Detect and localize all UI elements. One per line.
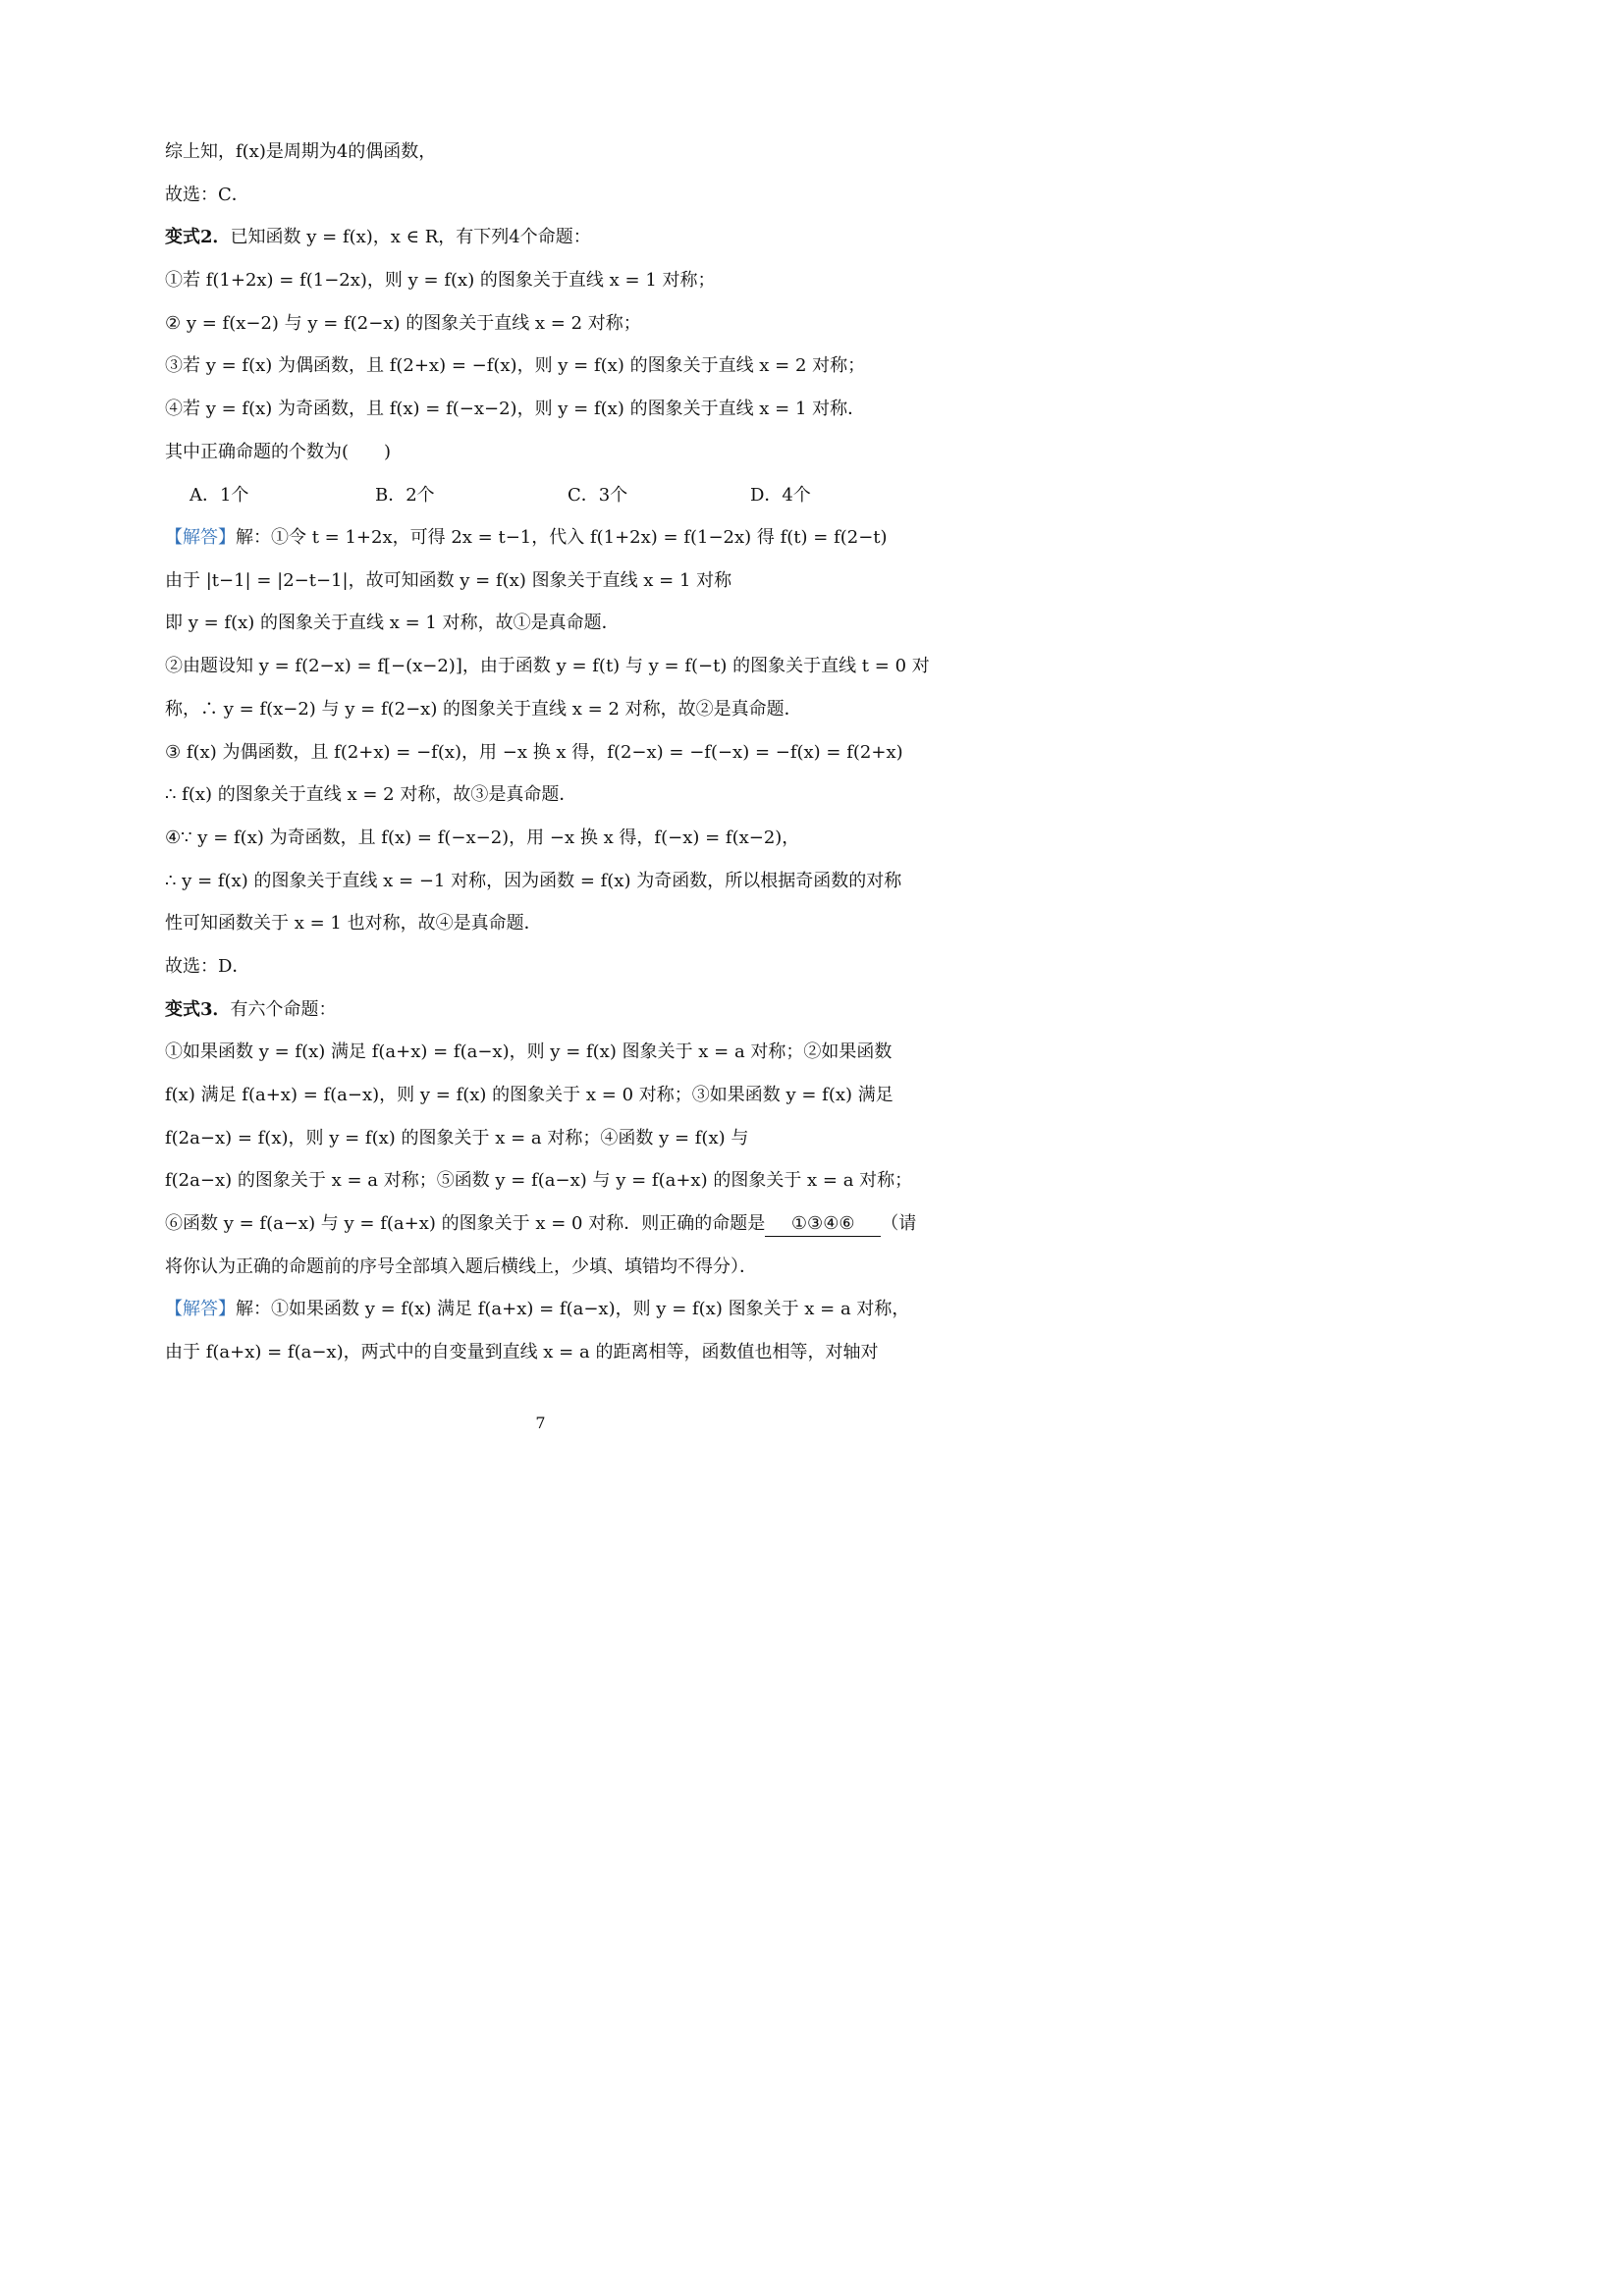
- problem-text: ⑥函数 y = f(a−x) 与 y = f(a+x) 的图象关于 x = 0 对称．则正确的命题是: [165, 1213, 766, 1234]
- option-d: D．4个: [750, 485, 811, 506]
- option-c: C．3个: [568, 485, 628, 506]
- problem-line: f(x) 满足 f(a+x) = f(a−x)，则 y = f(x) 的图象关于 x = 0 对称；③如果函数 y = f(x) 满足: [165, 1085, 893, 1105]
- problem-stem: 已知函数 y = f(x)，x ∈ R，有下列4个命题：: [230, 227, 591, 247]
- summary-line: 综上知，f(x)是周期为4的偶函数，: [165, 141, 437, 162]
- solution-line: ③ f(x) 为偶函数，且 f(2+x) = −f(x)，用 −x 换 x 得，f(2−x) = −f(−x) = −f(x) = f(2+x): [165, 742, 903, 763]
- solution-line: 即 y = f(x) 的图象关于直线 x = 1 对称，故①是真命题．: [165, 613, 620, 633]
- problem-line: ①如果函数 y = f(x) 满足 f(a+x) = f(a−x)，则 y = f(x) 图象关于 x = a 对称；②如果函数: [165, 1041, 893, 1062]
- problem-line: 将你认为正确的命题前的序号全部填入题后横线上，少填、填错均不得分）．: [165, 1256, 757, 1277]
- problem-text: （请: [881, 1213, 917, 1234]
- solution-tag: 【解答】: [165, 1299, 236, 1319]
- option-a: A．1个: [189, 485, 249, 506]
- solution-line: ∴ y = f(x) 的图象关于直线 x = −1 对称，因为函数 = f(x) 为奇函数，所以根据奇函数的对称: [165, 871, 902, 891]
- solution-line: 称，∴ y = f(x−2) 与 y = f(2−x) 的图象关于直线 x = 2 对称，故②是真命题．: [165, 699, 802, 720]
- solution-line: ∴ f(x) 的图象关于直线 x = 2 对称，故③是真命题．: [165, 784, 577, 805]
- problem-stem: 有六个命题：: [230, 999, 337, 1020]
- question-line: 其中正确命题的个数为( ): [165, 442, 392, 462]
- problem-heading: [165, 998, 931, 1022]
- problem-line: f(2a−x) = f(x)，则 y = f(x) 的图象关于 x = a 对称；④函数 y = f(x) 与: [165, 1128, 749, 1148]
- answer-line: 故选：C．: [165, 185, 249, 205]
- proposition-1: ①若 f(1+2x) = f(1−2x)，则 y = f(x) 的图象关于直线 x = 1 对称；: [165, 270, 716, 291]
- problem-label: 变式2．: [165, 227, 231, 247]
- solution-line: 性可知函数关于 x = 1 也对称，故④是真命题．: [165, 913, 542, 934]
- page-number: 7: [535, 1414, 546, 1432]
- solution-text: 解：①如果函数 y = f(x) 满足 f(a+x) = f(a−x)，则 y = f(x) 图象关于 x = a 对称，: [236, 1299, 910, 1319]
- problem-heading: [165, 226, 931, 249]
- solution-tag: 【解答】: [165, 527, 236, 548]
- solution-text: 解：①令 t = 1+2x，可得 2x = t−1，代入 f(1+2x) = f(1−2x) 得 f(t) = f(2−t): [236, 527, 888, 548]
- answer-blank: ①③④⑥: [765, 1212, 881, 1237]
- solution-heading: [165, 1298, 931, 1321]
- option-b: B．2个: [375, 485, 435, 506]
- solution-heading: [165, 526, 931, 550]
- problem-label: 变式3．: [165, 999, 231, 1020]
- proposition-4: ④若 y = f(x) 为奇函数，且 f(x) = f(−x−2)，则 y = f(x) 的图象关于直线 x = 1 对称．: [165, 399, 866, 419]
- document-page: [0, 0, 1081, 1528]
- solution-line: ②由题设知 y = f(2−x) = f[−(x−2)]，由于函数 y = f(t) 与 y = f(−t) 的图象关于直线 t = 0 对: [165, 656, 930, 676]
- proposition-3: ③若 y = f(x) 为偶函数，且 f(2+x) = −f(x)，则 y = f(x) 的图象关于直线 x = 2 对称；: [165, 355, 866, 376]
- answer-line: 故选：D．: [165, 956, 250, 977]
- solution-line: ④∵ y = f(x) 为奇函数，且 f(x) = f(−x−2)，用 −x 换 x 得，f(−x) = f(x−2)，: [165, 828, 800, 848]
- solution-line: 由于 f(a+x) = f(a−x)，两式中的自变量到直线 x = a 的距离相等，函数值也相等，对轴对: [165, 1342, 879, 1362]
- proposition-2: ② y = f(x−2) 与 y = f(2−x) 的图象关于直线 x = 2 对称；: [165, 313, 641, 334]
- problem-line: [165, 1212, 931, 1237]
- solution-line: 由于 |t−1| = |2−t−1|，故可知函数 y = f(x) 图象关于直线 x = 1 对称: [165, 570, 732, 591]
- problem-line: f(2a−x) 的图象关于 x = a 对称；⑤函数 y = f(a−x) 与 y = f(a+x) 的图象关于 x = a 对称；: [165, 1170, 913, 1191]
